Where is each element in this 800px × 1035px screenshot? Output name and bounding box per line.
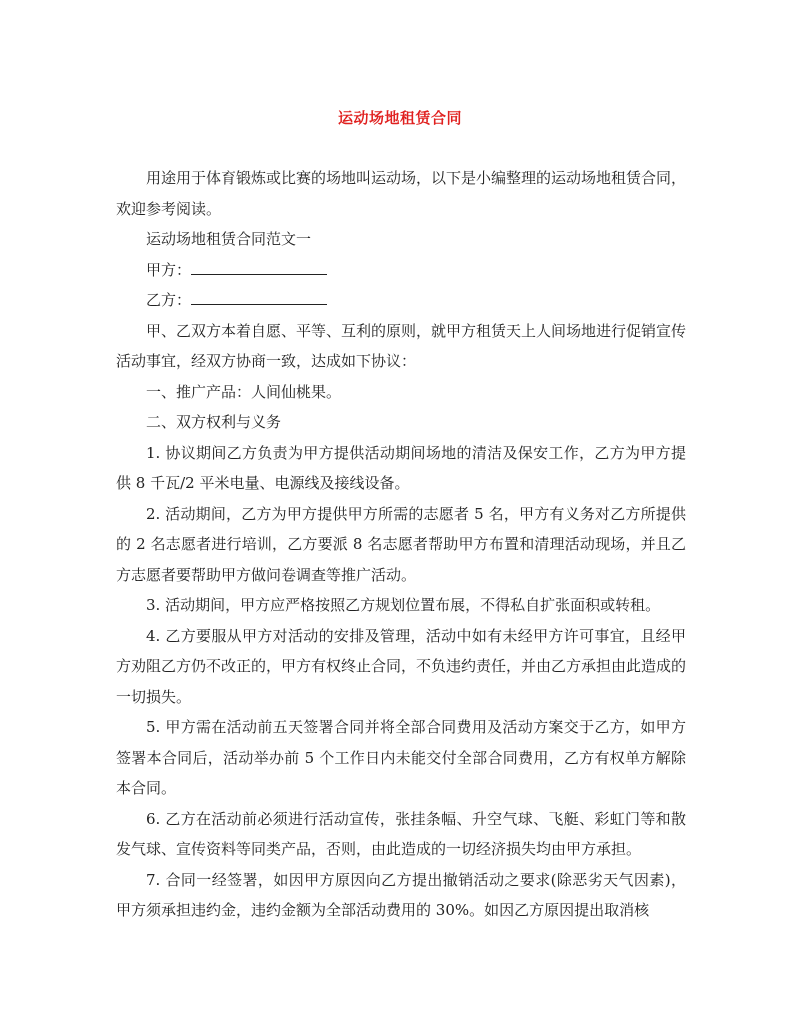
party-b-blank [191,290,327,305]
party-b-line [116,285,686,316]
clause-6: 6. 乙方在活动前必须进行活动宣传，张挂条幅、升空气球、飞艇、彩虹门等和散发气球、宣传资料等同类产品，否则，由此造成的一切经济损失均由甲方承担。 [116,809,686,858]
intro-paragraph: 用途用于体育锻炼或比赛的场地叫运动场，以下是小编整理的运动场地租赁合同，欢迎参考阅读。 [116,169,687,218]
party-a-line [116,255,686,286]
preamble-paragraph: 甲、乙双方本着自愿、平等、互利的原则，就甲方租赁天上人间场地进行促销宣传活动事宜，经双方协商一致，达成如下协议： [116,321,687,370]
sample-heading: 运动场地租赁合同范文一 [146,230,312,248]
clause-7: 7. 合同一经签署，如因甲方原因向乙方提出撤销活动之要求(除恶劣天气因素)，甲方须承担违约金，违约金额为全部活动费用的 30%。如因乙方原因提出取消核 [116,870,686,919]
party-a-blank [191,260,327,275]
section-2-heading: 二、双方权利与义务 [146,413,282,431]
section-1-heading: 一、推广产品：人间仙桃果。 [146,382,342,401]
clause-5: 5. 甲方需在活动前五天签署合同并将全部合同费用及活动方案交于乙方，如甲方签署本合同后，活动举办前 5 个工作日内未能交付全部合同费用，乙方有权单方解除本合同。 [116,718,686,797]
document-body [116,163,686,926]
party-a-label: 甲方： [146,260,192,279]
clause-3: 3. 活动期间，甲方应严格按照乙方规划位置布展，不得私自扩张面积或转租。 [146,596,661,614]
clause-2: 2. 活动期间，乙方为甲方提供甲方所需的志愿者 5 名，甲方有义务对乙方所提供的 2 名志愿者进行培训，乙方要派 8 名志愿者帮助甲方布置和清理活动现场，并且乙方志愿者要帮助甲方做问卷调查等推广活动。 [116,504,686,584]
party-b-label: 乙方： [146,291,192,309]
clause-4: 4. 乙方要服从甲方对活动的安排及管理，活动中如有未经甲方许可事宜，且经甲方劝阻乙方仍不改正的，甲方有权终止合同，不负违约责任，并由乙方承担由此造成的一切损失。 [116,626,687,706]
clause-1: 1. 协议期间乙方负责为甲方提供活动期间场地的清洁及保安工作，乙方为甲方提供 8 千瓦/2 平米电量、电源线及接线设备。 [116,443,686,492]
document-title: 运动场地租赁合同 [337,109,462,127]
